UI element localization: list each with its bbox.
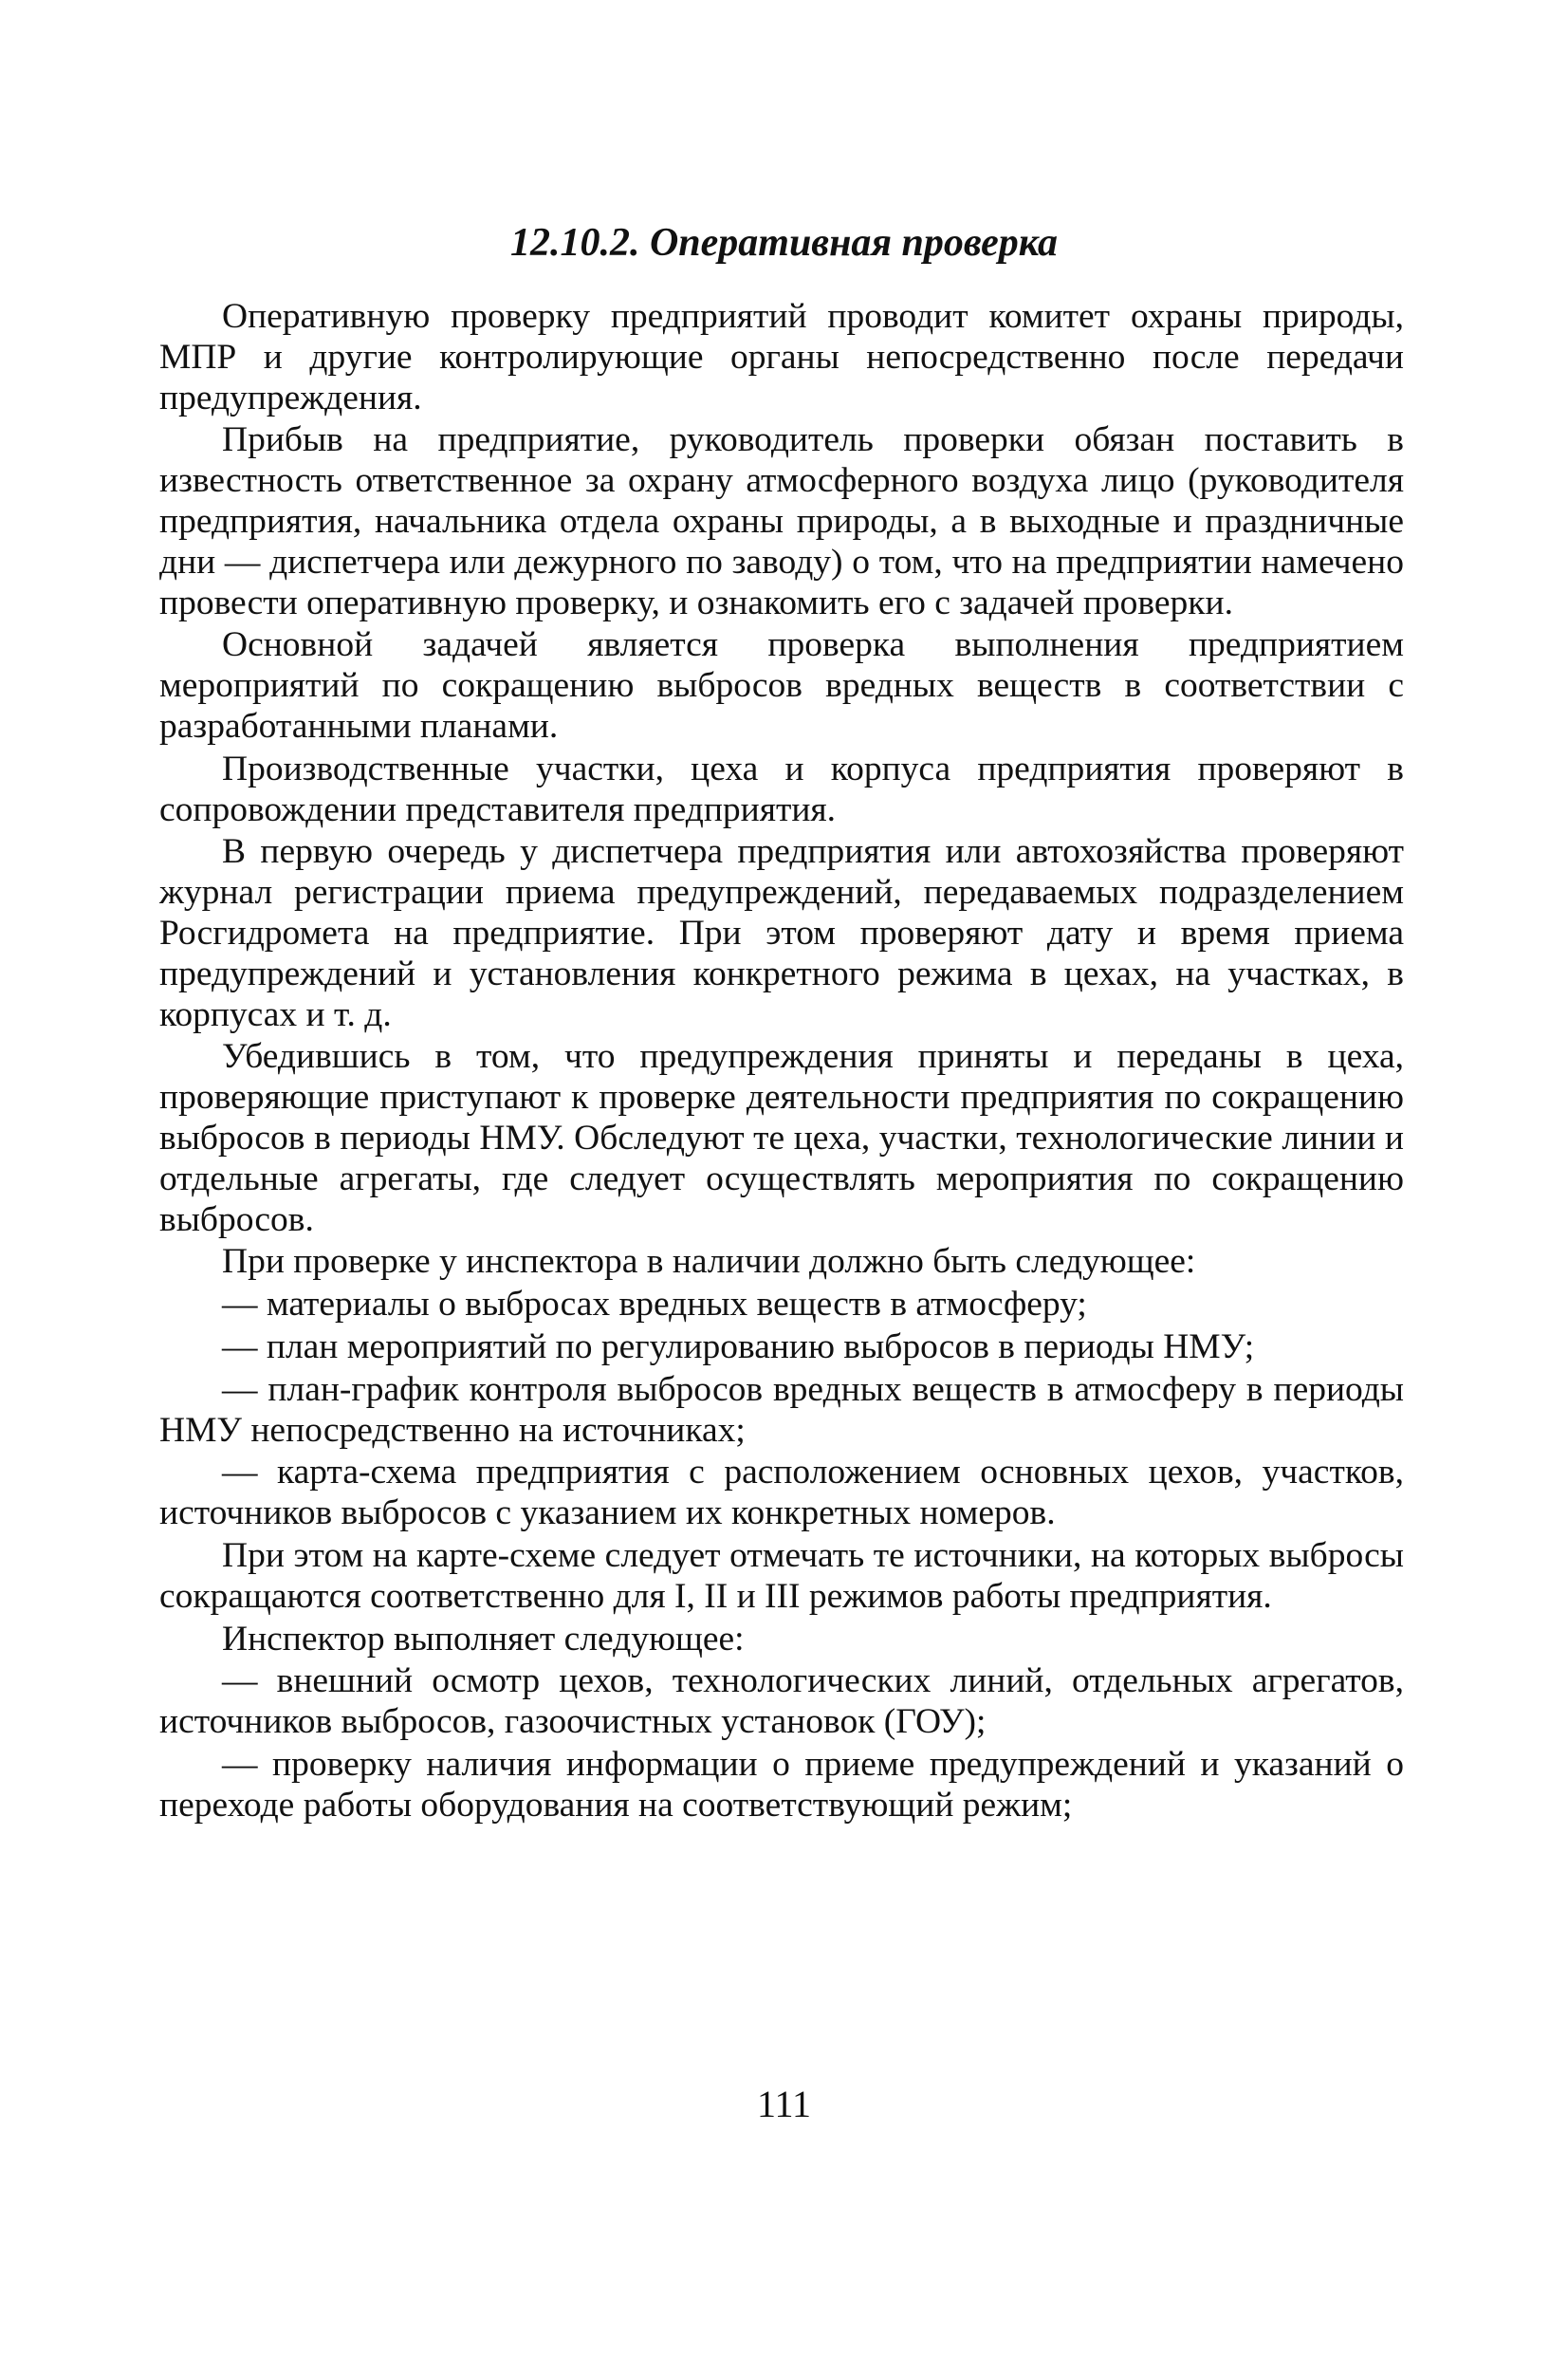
body-text [159,297,1404,1827]
list-item: — план-график контроля выбросов вредных веществ в атмосферу в периоды НМУ непосредственно на источниках; [159,1369,1404,1450]
list-item: — карта-схема предприятия с расположением основных цехов, участков, источников выбросов с указанием их конкретных номеров. [159,1453,1404,1533]
paragraph: При проверке у инспектора в наличии должно быть следующее: [222,1242,1196,1282]
paragraph: Убедившись в том, что предупреждения приняты и переданы в цеха, проверяющие приступают к проверке деятельности предприятия по сокращению выбросов в периоды НМУ. Обследуют те цеха, участки, технологические линии и отдельные агрегаты, где следует осуществлять мероприятия по сокращению выбросов. [159,1037,1404,1239]
list-item: — внешний осмотр цехов, технологических линий, отдельных агрегатов, источников выбросов, газоочистных установок (ГОУ); [159,1661,1404,1742]
paragraph: Основной задачей является проверка выполнения предприятием мероприятий по сокращению выбросов вредных веществ в соответствии с разработанными планами. [159,625,1404,746]
page-number: 111 [756,2083,812,2125]
paragraph: При этом на карте-схеме следует отмечать те источники, на которых выбросы сокращаются соответственно для I, II и III режимов работы предприятия. [159,1535,1404,1616]
paragraph: В первую очередь у диспетчера предприятия или автохозяйства проверяют журнал регистрации приема предупреждений, передаваемых подразделением Росгидромета на предприятие. При этом проверяют дату и время приема предупреждений и установления конкретного режима в цехах, на участках, в корпусах и т. д. [159,832,1404,1034]
list-item: — план мероприятий по регулированию выбросов в периоды НМУ; [222,1326,1255,1366]
paragraph: Оперативную проверку предприятий проводит комитет охраны природы, МПР и другие контролирующие органы непосредственно после передачи предупреждения. [159,297,1404,417]
list-item: — проверку наличия информации о приеме предупреждений и указаний о переходе работы оборудования на соответствующий режим; [159,1744,1404,1825]
paragraph: Инспектор выполняет следующее: [222,1619,745,1659]
section-heading: 12.10.2. Оперативная проверка [509,221,1059,265]
paragraph: Прибыв на предприятие, руководитель проверки обязан поставить в известность ответственное за охрану атмосферного воздуха лицо (руководителя предприятия, начальника отдела охраны природы, а в выходные и праздничные дни — диспетчера или дежурного по заводу) о том, что на предприятии намечено провести оперативную проверку, и ознакомить его с задачей проверки. [159,420,1404,622]
list-item: — материалы о выбросах вредных веществ в атмосферу; [222,1285,1087,1325]
paragraph: Производственные участки, цеха и корпуса предприятия проверяют в сопровождении представителя предприятия. [159,749,1404,829]
